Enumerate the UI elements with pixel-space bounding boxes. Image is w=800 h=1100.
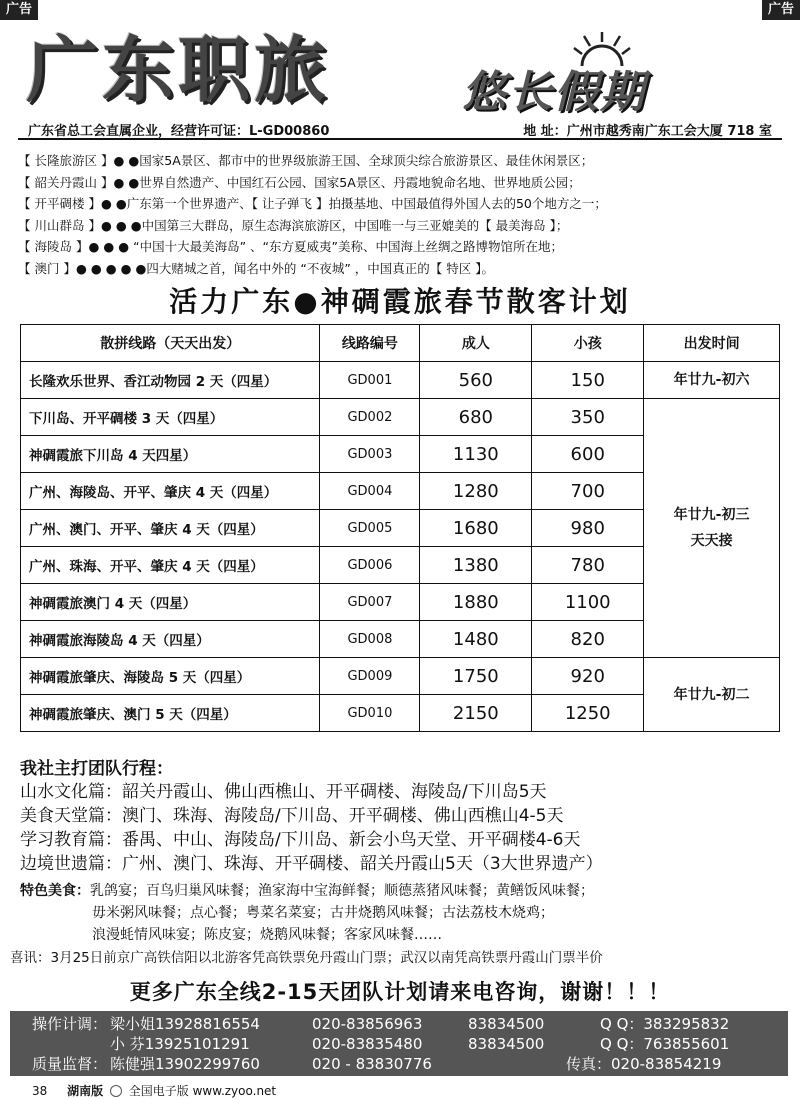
- scenic-item: 【 海陵岛 】● ● ● “中国十大最美海岛” 、“东方夏威夷”美称、中国海上丝绸之路博物馆所在地；: [18, 239, 563, 254]
- child-price: 1250: [532, 695, 644, 732]
- adult-price: 1480: [420, 621, 532, 658]
- contact-tel2: 83834500: [468, 1015, 545, 1033]
- route-name: 广州、海陵岛、开平、肇庆 4 天（四星）: [21, 473, 320, 510]
- header-adult: 成人: [420, 325, 532, 362]
- adult-price: 1130: [420, 436, 532, 473]
- contact-row: [10, 1034, 788, 1054]
- ad-tag-left: 广告: [0, 0, 38, 20]
- page-number: 38: [32, 1084, 48, 1098]
- food-section: [20, 880, 790, 946]
- adult-price: 1750: [420, 658, 532, 695]
- route-name: 下川岛、开平碉楼 3 天（四星）: [21, 399, 320, 436]
- route-name: 神碉霞旅肇庆、澳门 5 天（四星）: [21, 695, 320, 732]
- route-code: GD005: [320, 510, 420, 547]
- route-name: 神碉霞旅肇庆、海陵岛 5 天（四星）: [21, 658, 320, 695]
- route-code: GD010: [320, 695, 420, 732]
- food-line: 浪漫蚝情风味宴；陈皮宴；烧鹅风味餐；客家风味餐……: [92, 927, 442, 943]
- route-code: GD002: [320, 399, 420, 436]
- ad-tag-right: 广告: [762, 0, 800, 20]
- departure-time: 年廿九-初三 天天接: [644, 399, 780, 658]
- child-price: 600: [532, 436, 644, 473]
- footer: [32, 1082, 276, 1099]
- contact-row: [10, 1054, 788, 1074]
- adult-price: 1680: [420, 510, 532, 547]
- team-heading: 我社主打团队行程：: [20, 759, 173, 779]
- adult-price: 2150: [420, 695, 532, 732]
- scenic-item: 【 长隆旅游区 】● ●国家5A景区、都市中的世界级旅游王国、全球顶尖综合旅游景区、最佳休闲景区；: [18, 153, 594, 168]
- departure-time: 年廿九-初六: [644, 362, 780, 399]
- contact-name: 梁小姐13928816554: [110, 1015, 260, 1033]
- route-name: 神碉霞旅海陵岛 4 天（四星）: [21, 621, 320, 658]
- address-line: 地 址：广州市越秀南广东工会大厦 718 室: [523, 124, 772, 139]
- contact-bar: [10, 1011, 788, 1076]
- contact-name: 陈健强13902299760: [110, 1055, 260, 1073]
- contact-name: 小 芬13925101291: [110, 1035, 250, 1053]
- child-price: 700: [532, 473, 644, 510]
- header-code: 线路编号: [320, 325, 420, 362]
- header-child: 小孩: [532, 325, 644, 362]
- contact-tel: 020-83856963: [312, 1015, 423, 1033]
- globe-icon: [110, 1085, 122, 1097]
- child-price: 980: [532, 510, 644, 547]
- departure-time: 年廿九-初二: [644, 658, 780, 732]
- food-line: 毋米粥风味餐；点心餐；粤菜名菜宴；古井烧鹅风味餐；古法荔枝木烧鸡；: [92, 905, 554, 921]
- child-price: 780: [532, 547, 644, 584]
- route-code: GD008: [320, 621, 420, 658]
- header: [18, 22, 782, 140]
- scenic-item: 【 川山群岛 】● ● ●中国第三大群岛，原生态海滨旅游区，中国唯一与三亚媲美的【 最美海岛 】；: [18, 217, 569, 233]
- header-departure: 出发时间: [644, 325, 780, 362]
- food-label: 特色美食：: [20, 883, 90, 899]
- team-item: 边境世遗篇：广州、澳门、珠海、开平碉楼、韶关丹霞山5天（3大世界遗产）: [20, 854, 603, 874]
- child-price: 350: [532, 399, 644, 436]
- plan-title: 活力广东●神碉霞旅春节散客计划: [169, 285, 631, 318]
- route-name: 神碉霞旅下川岛 4 天四星）: [21, 436, 320, 473]
- route-name: 广州、澳门、开平、肇庆 4 天（四星）: [21, 510, 320, 547]
- route-code: GD007: [320, 584, 420, 621]
- cta-line: 更多广东全线2-15天团队计划请来电咨询，谢谢！！！: [129, 980, 671, 1004]
- contact-tel: 020-83835480: [312, 1035, 423, 1053]
- news-line: 喜讯：3月25日前京广高铁信阳以北游客凭高铁票免丹霞山门票；武汉以南凭高铁票丹霞山门票半价: [10, 950, 603, 966]
- child-price: 1100: [532, 584, 644, 621]
- table-row: [21, 399, 780, 436]
- contact-fax: 传真：020-83854219: [566, 1055, 722, 1073]
- contact-label: 操作计调：: [32, 1015, 108, 1033]
- route-code: GD003: [320, 436, 420, 473]
- contact-label: 质量监督：: [32, 1055, 108, 1073]
- scenic-item: 【 韶关丹霞山 】● ●世界自然遗产、中国红石公园、国家5A景区、丹霞地貌命名地、世界地质公园；: [18, 174, 581, 190]
- child-price: 150: [532, 362, 644, 399]
- adult-price: 1380: [420, 547, 532, 584]
- edition-label: 湖南版: [67, 1084, 104, 1098]
- scenic-item: 【 澳门 】● ● ● ● ●四大赌城之首，闻名中外的 “不夜城” ，中国真正的【 特区 】。: [18, 260, 494, 276]
- route-name: 广州、珠海、开平、肇庆 4 天（四星）: [21, 547, 320, 584]
- contact-qq: Q Q：763855601: [600, 1035, 730, 1053]
- route-name: 长隆欢乐世界、香江动物园 2 天（四星）: [21, 362, 320, 399]
- table-row: [21, 362, 780, 399]
- child-price: 920: [532, 658, 644, 695]
- food-line: 特色美食：乳鸽宴；百鸟归巢风味餐；渔家海中宝海鲜餐；顺德蒸猪风味餐；黄鳝饭风味餐；: [20, 883, 594, 899]
- scenic-list: [18, 150, 790, 279]
- child-price: 820: [532, 621, 644, 658]
- brand-title: 广东职旅: [26, 27, 331, 112]
- header-route: 散拼线路（天天出发）: [21, 325, 320, 362]
- contact-row: [10, 1014, 788, 1034]
- adult-price: 560: [420, 362, 532, 399]
- table-row: [21, 658, 780, 695]
- scenic-item: 【 开平碉楼 】● ●广东第一个世界遗产、【 让子弹飞 】拍摄基地、中国最值得外国人去的50个地方之一；: [18, 196, 607, 211]
- route-code: GD004: [320, 473, 420, 510]
- team-item: 学习教育篇：番禺、中山、海陵岛/下川岛、新会小鸟天堂、开平碉楼4-6天: [20, 830, 581, 850]
- route-table: [20, 324, 780, 732]
- team-itineraries: [20, 758, 782, 876]
- route-code: GD006: [320, 547, 420, 584]
- route-name: 神碉霞旅澳门 4 天（四星）: [21, 584, 320, 621]
- team-item: 山水文化篇：韶关丹霞山、佛山西樵山、开平碉楼、海陵岛/下川岛5天: [20, 782, 547, 802]
- team-item: 美食天堂篇：澳门、珠海、海陵岛/下川岛、开平碉楼、佛山西樵山4-5天: [20, 806, 564, 826]
- contact-tel: 020 - 83830776: [312, 1055, 432, 1073]
- contact-tel2: 83834500: [468, 1035, 545, 1053]
- adult-price: 1880: [420, 584, 532, 621]
- brand-logo: [442, 40, 772, 120]
- table-header-row: [21, 325, 780, 362]
- adult-price: 1280: [420, 473, 532, 510]
- site-link[interactable]: 全国电子版 www.zyoo.net: [128, 1084, 277, 1098]
- adult-price: 680: [420, 399, 532, 436]
- route-code: GD001: [320, 362, 420, 399]
- contact-qq: Q Q：383295832: [600, 1015, 730, 1033]
- route-code: GD009: [320, 658, 420, 695]
- company-line: 广东省总工会直属企业，经营许可证：L-GD00860: [28, 124, 330, 139]
- logo-text: 悠长假期: [462, 67, 646, 118]
